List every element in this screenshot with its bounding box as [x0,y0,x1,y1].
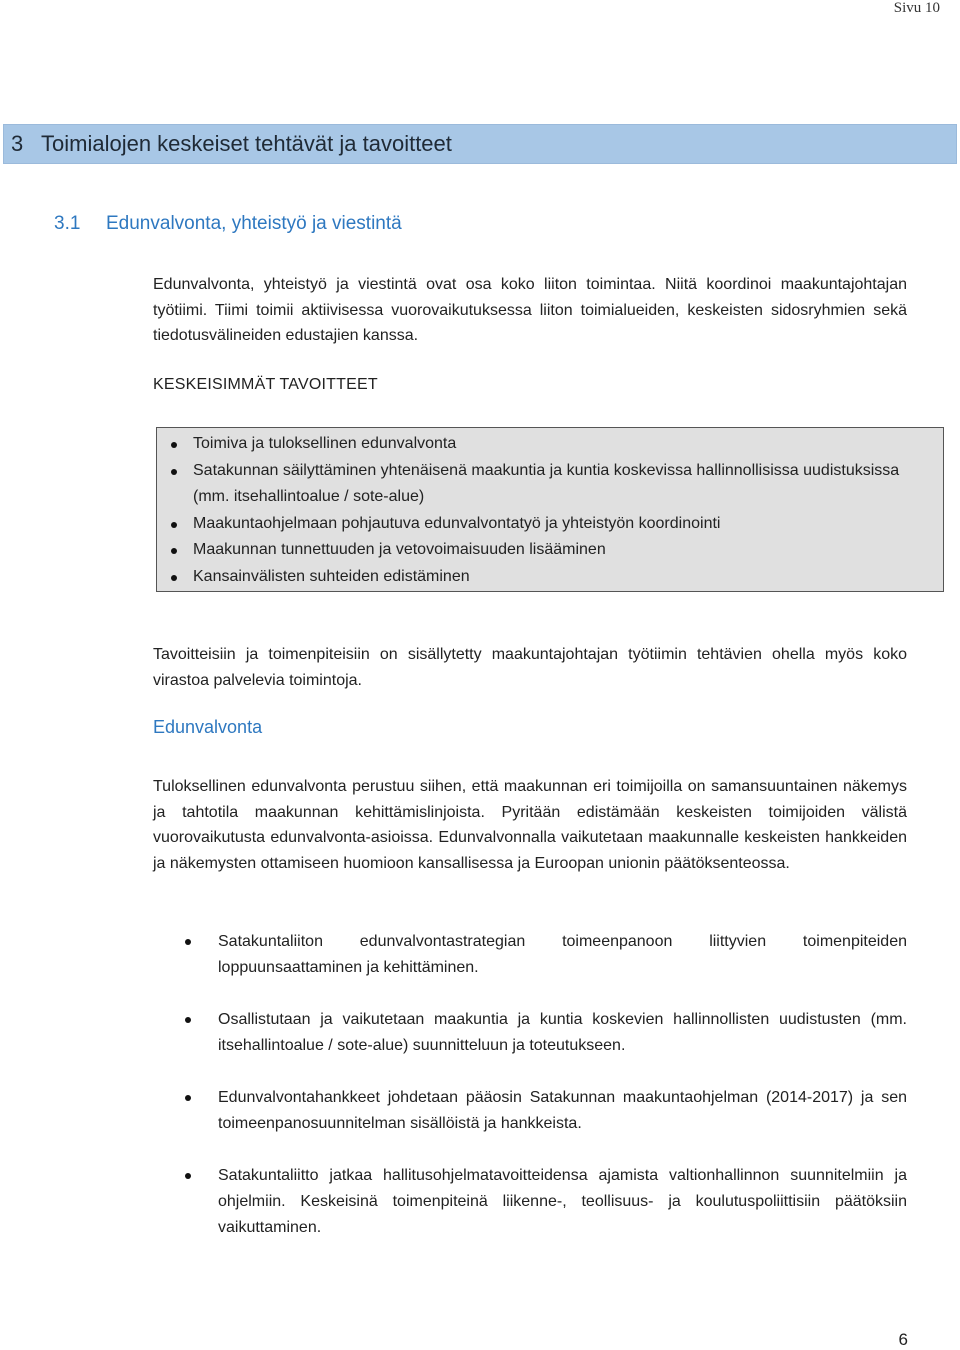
action-text: Satakuntaliiton edunvalvontastrategian toimeenpanoon liittyvien toimenpiteiden loppuunsaattaminen ja kehittäminen. [218,933,907,976]
goal-item [167,511,933,538]
goals-box [156,427,944,592]
section-heading [3,124,957,164]
bullet-icon [171,522,177,528]
action-text: Osallistutaan ja vaikutetaan maakuntia ja kuntia koskevien hallinnollisten uudistusten (mm. itsehallintoalue / sote-alue) suunnitteluun ja toteutukseen. [218,1011,907,1054]
action-item [153,929,907,981]
page-header-label: Sivu 10 [893,0,940,16]
goal-text: Maakuntaohjelmaan pohjautuva edunvalvontatyö ja yhteistyön koordinointi [193,514,721,532]
bullet-icon [171,469,177,475]
bullet-icon [185,939,191,945]
bullet-icon [185,1017,191,1023]
goal-item [167,537,933,564]
action-item [153,1007,907,1059]
goal-item [167,564,933,591]
goal-text: Satakunnan säilyttäminen yhtenäisenä maakuntia ja kuntia koskevissa hallinnollisissa uudistuksissa (mm. itsehallintoalue / sote-alue) [193,461,900,505]
subsection-heading [54,213,402,235]
goal-item [167,458,933,511]
page-number: 6 [898,1330,908,1349]
bullet-icon [171,442,177,448]
subsection-title: Edunvalvonta, yhteistyö ja viestintä [106,213,402,234]
goals-note-paragraph: Tavoitteisiin ja toimenpiteisiin on sisällytetty maakuntajohtajan työtiimin tehtävien ohella myös koko virastoa palvelevia toimintoja. [153,646,907,689]
subsection-number: 3.1 [54,213,81,234]
action-item [153,1163,907,1241]
bullet-icon [171,575,177,581]
goals-title: KESKEISIMMÄT TAVOITTEET [153,376,378,393]
action-list [153,929,907,1241]
section-title: Toimialojen keskeiset tehtävät ja tavoitteet [41,131,452,156]
section-number: 3 [11,131,24,156]
bullet-icon [185,1095,191,1101]
action-item [153,1085,907,1137]
goal-item [167,431,933,458]
goal-text: Kansainvälisten suhteiden edistäminen [193,567,470,585]
intro-paragraph: Edunvalvonta, yhteistyö ja viestintä ovat osa koko liiton toimintaa. Niitä koordinoi maakuntajohtajan työtiimi. Tiimi toimii aktiivisessa vuorovaikutuksessa liiton toimialueiden, keskeisten sidosryhmien sekä tiedotusvälineiden edustajien kanssa. [153,276,907,344]
goal-text: Toimiva ja tuloksellinen edunvalvonta [193,435,457,452]
edunvalvonta-heading: Edunvalvonta [153,717,263,737]
bullet-icon [185,1173,191,1179]
action-text: Edunvalvontahankkeet johdetaan pääosin Satakunnan maakuntaohjelman (2014-2017) ja sen toimeenpanosuunnitelman sisällöistä ja hankkeista. [218,1089,907,1132]
goal-text: Maakunnan tunnettuuden ja vetovoimaisuuden lisääminen [193,541,606,558]
edunvalvonta-paragraph: Tuloksellinen edunvalvonta perustuu siihen, että maakunnan eri toimijoilla on samansuuntainen näkemys ja tahtotila maakunnan kehittämislinjoista. Pyritään edistämään keskeisten toimijoiden välistä vuorovaikutusta edunvalvonta-asioissa. Edunvalvonnalla vaikutetaan maakunnalle keskeisten hankkeiden ja näkemysten ottamiseen huomioon kansallisessa ja Euroopan unionin päätöksenteossa. [153,778,907,872]
bullet-icon [171,548,177,554]
action-text: Satakuntaliitto jatkaa hallitusohjelmatavoitteidensa ajamista valtionhallinnon suunnitelmiin ja ohjelmiin. Keskeisinä toimenpiteinä liikenne-, teollisuus- ja koulutuspoliittisiin päätöksiin vaikuttaminen. [218,1167,907,1236]
